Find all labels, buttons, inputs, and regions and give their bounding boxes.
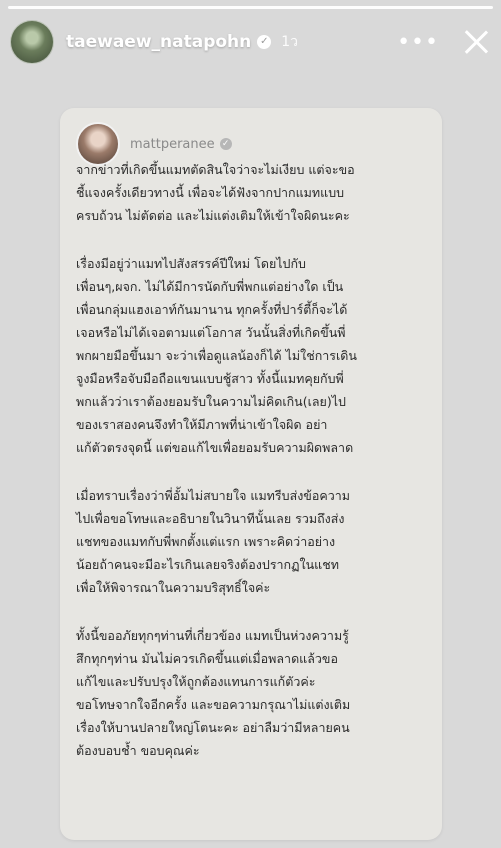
text-line: ขอโทษจากใจอีกครั้ง และขอความกรุณาไม่แต่งเติม bbox=[76, 697, 351, 712]
story-username[interactable]: taewaew_natapohn bbox=[66, 32, 252, 52]
close-icon[interactable] bbox=[461, 27, 491, 57]
card-paragraph-3 bbox=[76, 484, 432, 599]
shared-post-card bbox=[60, 108, 442, 840]
text-line: เมื่อทราบเรื่องว่าพี่อั้มไม่สบายใจ แมทรีบส่งข้อความ bbox=[76, 488, 350, 503]
text-line: ชี้แจงครั้งเดียวทางนี้ เพื่อจะได้ฟังจากปากแมทแบบ bbox=[76, 185, 345, 200]
story-progress-bars bbox=[8, 6, 493, 9]
story-avatar[interactable] bbox=[10, 20, 54, 64]
text-line: เพื่อให้พิจารณาในความบริสุทธิ์ใจค่ะ bbox=[76, 580, 271, 595]
text-line: พกแล้วว่าเราต้องยอมรับในความไม่คิดเกิน(เลย)ไป bbox=[76, 394, 346, 409]
text-line: จากข่าวที่เกิดขึ้นแมทตัดสินใจว่าจะไม่เงียบ แต่จะขอ bbox=[76, 162, 355, 177]
text-line: ไปเพื่อขอโทษและอธิบายในวินาทีนั้นเลย รวมถึงส่ง bbox=[76, 511, 345, 526]
text-line: เจอหรือไม่ได้เจอตามแต่โอกาส วันนั้นสิ่งที่เกิดขึ้นพี่ bbox=[76, 325, 346, 340]
card-verified-badge-icon: ✓ bbox=[220, 138, 232, 150]
text-line: ต้องบอบช้ำ ขอบคุณค่ะ bbox=[76, 743, 200, 758]
text-line: แชทของแมทกับพี่พกตั้งแต่แรก เพราะคิดว่าอย่าง bbox=[76, 534, 336, 549]
text-line: ทั้งนี้ขออภัยทุกๆท่านที่เกี่ยวข้อง แมทเป็นห่วงความรู้ bbox=[76, 628, 349, 643]
story-header bbox=[10, 20, 491, 64]
text-line: น้อยถ้าคนจะมีอะไรเกินเลยจริงต้องปรากฏในแชท bbox=[76, 557, 339, 572]
card-text-body bbox=[76, 158, 432, 787]
text-line: เพื่อนๆ,ผจก. ไม่ได้มีการนัดกับพี่พกแต่อย่างใด เป็น bbox=[76, 279, 344, 294]
text-line: พกผายมือขึ้นมา จะว่าเพื่อดูแลน้องก็ได้ ไม่ใช่การเดิน bbox=[76, 348, 357, 363]
text-line: เรื่องให้บานปลายใหญ่โตนะคะ อย่าลืมว่ามีหลายคน bbox=[76, 720, 350, 735]
text-line: แก้ไขและปรับปรุงให้ถูกต้องแทนการแก้ตัวค่ะ bbox=[76, 674, 316, 689]
card-username[interactable]: mattperanee bbox=[130, 136, 215, 152]
story-time: 1ว bbox=[281, 34, 299, 50]
card-paragraph-1 bbox=[76, 158, 432, 227]
text-line: เรื่องมีอยู่ว่าแมทไปสังสรรค์ปีใหม่ โดยไปกับ bbox=[76, 256, 306, 271]
card-paragraph-4 bbox=[76, 624, 432, 762]
text-line: สึกทุกๆท่าน มันไม่ควรเกิดขึ้นแต่เมื่อพลาดแล้วขอ bbox=[76, 651, 338, 666]
story-progress-bar bbox=[8, 6, 493, 9]
text-line: แก้ตัวตรงจุดนี้ แต่ขอแก้ไขเพื่อยอมรับความผิดพลาด bbox=[76, 440, 354, 455]
text-line: เพื่อนกลุ่มแฮงเอาท์กันมานาน ทุกครั้งที่ปาร์ตี้ก็จะได้ bbox=[76, 302, 348, 317]
more-horizontal-icon[interactable]: ••• bbox=[397, 29, 439, 55]
verified-badge-icon: ✓ bbox=[257, 35, 271, 49]
card-paragraph-2 bbox=[76, 252, 432, 459]
text-line: จูงมือหรือจับมือถือแขนแบบชู้สาว ทั้งนี้แมทคุยกับพี่ bbox=[76, 371, 344, 386]
text-line: ครบถ้วน ไม่ตัดต่อ และไม่แต่งเติมให้เข้าใจผิดนะคะ bbox=[76, 208, 350, 223]
text-line: ของเราสองคนจึงทำให้มีภาพที่น่าเข้าใจผิด อย่า bbox=[76, 417, 328, 432]
